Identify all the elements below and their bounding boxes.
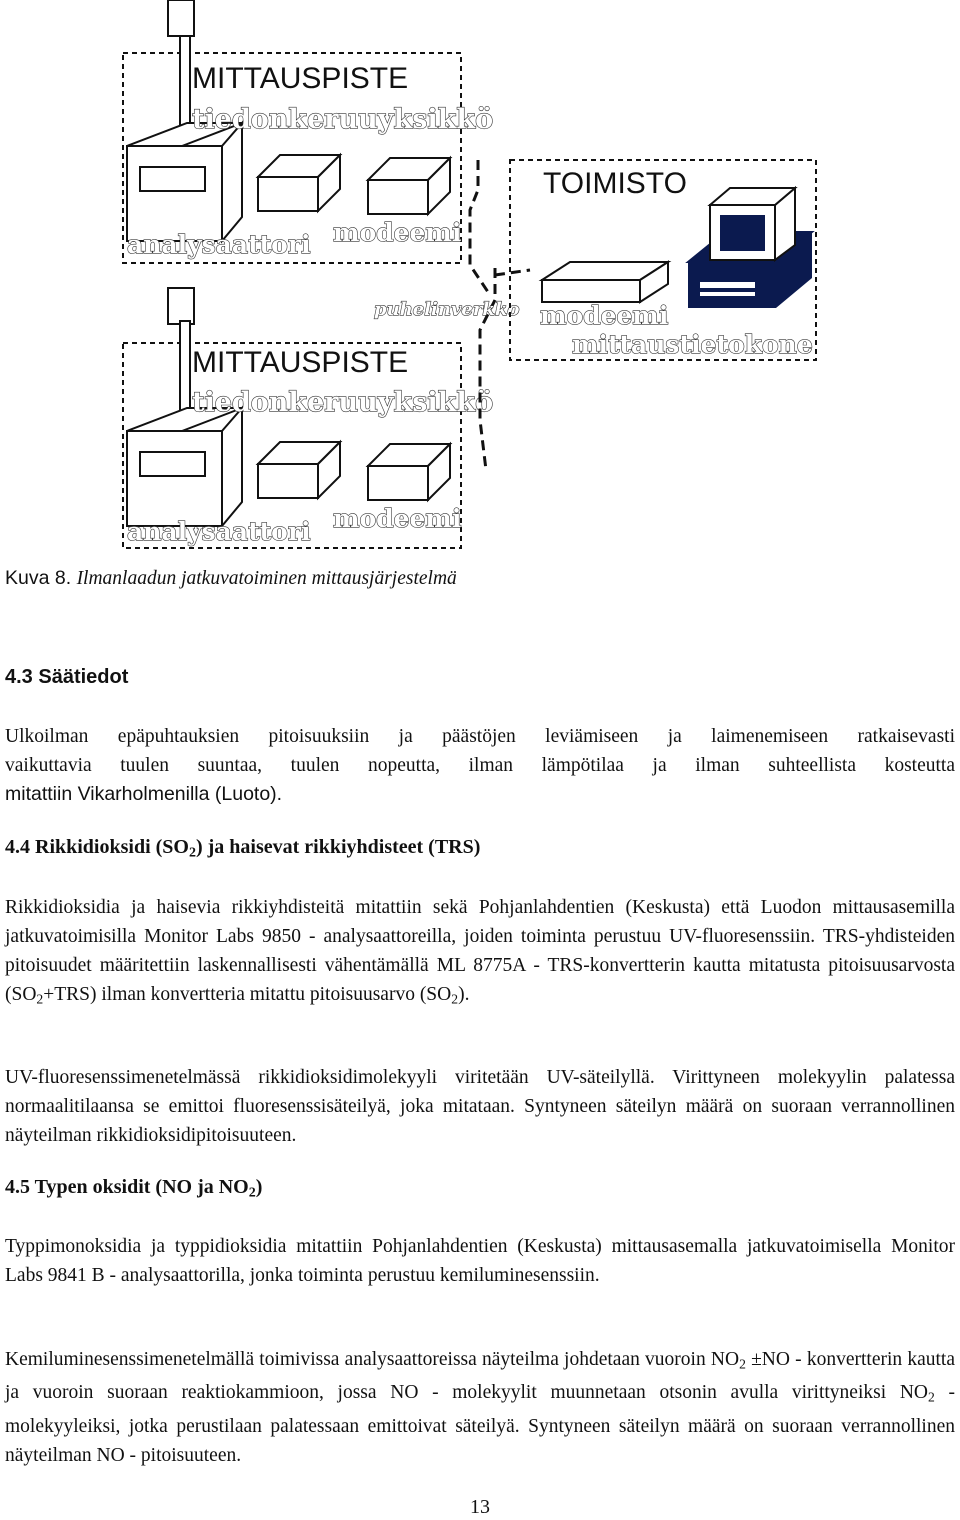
paragraph-4-3-line-3: mitattiin Vikarholmenilla (Luoto). [5, 783, 283, 805]
office-computer-label: mittaustietokone [572, 330, 813, 359]
station-title-top: MITTAUSPISTE [192, 62, 409, 95]
heading-4-5-sub: 2 [248, 1185, 256, 1201]
p45-1: Typpimonoksidia ja typpidioksidia mitattiin Pohjanlahdentien (Keskusta) mittausasemalla jatkuvatoimisella Monitor Labs 9841 B - analysaattorilla, jonka toiminta perustuu kemiluminesenssiin. [5, 1236, 955, 1286]
figure-caption [5, 567, 457, 590]
office-computer [688, 188, 812, 308]
modem-label-bottom: modeemi [333, 504, 462, 533]
p44-1-c: ). [458, 984, 470, 1005]
office [510, 160, 816, 360]
modem-label-top: modeemi [333, 218, 462, 247]
office-title: TOIMISTO [543, 167, 687, 200]
heading-4-4-sub: 2 [188, 845, 196, 861]
heading-4-5-pre: 4.5 Typen oksidit (NO ja NO [5, 1176, 249, 1198]
station-title-bottom: MITTAUSPISTE [192, 346, 409, 379]
office-modem-box [542, 262, 668, 302]
p44-1-b: +TRS) ilman konvertteria mitattu pitoisuusarvo (SO [43, 984, 452, 1005]
data-logger-box-top [258, 155, 340, 211]
station-bottom [123, 288, 493, 548]
sensor-head-bottom [168, 288, 194, 324]
paragraph-4-3-line-2: vaikuttavia tuulen suuntaa, tuulen nopeutta, ilman lämpötilaa ja ilman suhteellista kosteutta [5, 755, 955, 776]
data-logger-label-bottom: tiedonkeruuyksikkö [192, 387, 494, 418]
p45-2-sub2: 2 [927, 1389, 935, 1405]
analyzer-label-bottom: analysaattori [127, 517, 311, 546]
paragraph-4-5-2 [5, 1345, 955, 1470]
data-logger-label-top: tiedonkeruuyksikkö [192, 104, 494, 135]
p45-2-sub1: 2 [739, 1356, 746, 1372]
heading-4-5-post: ) [255, 1176, 263, 1198]
heading-4-5 [5, 1176, 262, 1202]
paragraph-4-5-1 [5, 1232, 955, 1290]
data-logger-box-bottom [258, 442, 340, 498]
heading-4-4 [5, 836, 480, 862]
office-modem-label: modeemi [540, 301, 669, 330]
caption-prefix: Kuva 8. [5, 567, 72, 589]
p44-1-sub2: 2 [451, 991, 459, 1007]
sensor-head-top [168, 0, 194, 36]
paragraph-4-3 [5, 722, 955, 809]
modem-box-bottom [368, 444, 450, 500]
modem-box-top [368, 158, 450, 214]
paragraph-4-4-1 [5, 893, 955, 1013]
measurement-system-diagram [0, 0, 960, 560]
paragraph-4-4-2 [5, 1063, 955, 1150]
p44-1-sub1: 2 [36, 991, 44, 1007]
heading-4-4-pre: 4.4 Rikkidioksidi (SO [5, 836, 189, 858]
p45-2-c: - molekyyleiksi, jotka perustilaan palatessaan emittoivat säteilyä. Syntyneen säteilyn määrä on suoraan verrannollinen näyteilman NO - pitoisuuteen. [5, 1382, 955, 1466]
p44-2: UV-fluoresenssimenetelmässä rikkidioksidimolekyyli viritetään UV-säteilyllä. Virittyneen molekyylin palatessa normaalitilaansa se emittoi fluoresenssisäteilyä, joka mitataan. Syntyneen säteilyn määrä on suoraan verrannollinen näyteilman rikkidioksidipitoisuuteen. [5, 1067, 955, 1146]
page-number: 13 [470, 1496, 490, 1518]
p45-2-a: Kemiluminesenssimenetelmällä toimivissa analysaattoreissa näyteilma johdetaan vuoroin NO [5, 1349, 740, 1370]
heading-4-3: 4.3 Säätiedot [5, 666, 129, 688]
p44-1-a: Rikkidioksidia ja haisevia rikkiyhdisteitä mitattiin sekä Pohjanlahdentien (Keskusta) että Luodon mittausasemilla jatkuvatoimisilla Monitor Labs 9850 - analysaattoreilla, joiden toiminta perustuu UV-fluoresenssiin. TRS-yhdisteiden pitoisuudet määritettiin laskennallisesti vähentämällä ML 8775A - TRS-konvertterin kautta mitatusta pitoisuusarvosta (SO [5, 897, 955, 1005]
station-top [123, 0, 493, 263]
caption-text: Ilmanlaadun jatkuvatoiminen mittausjärjestelmä [76, 568, 457, 589]
phone-network-label: puhelinverkko [374, 299, 520, 320]
heading-4-4-post: ) ja haisevat rikkiyhdisteet (TRS) [195, 836, 481, 858]
p45-2-b: ±NO - konvertterin kautta ja vuoroin suoraan reaktiokammioon, jossa NO - molekyylit muunnetaan otsonin avulla virittyneiksi NO [5, 1349, 955, 1404]
analyzer-label-top: analysaattori [127, 230, 311, 259]
paragraph-4-3-line-1: Ulkoilman epäpuhtauksien pitoisuuksiin ja päästöjen leviämiseen ja laimenemiseen ratkaisevasti [5, 726, 955, 747]
